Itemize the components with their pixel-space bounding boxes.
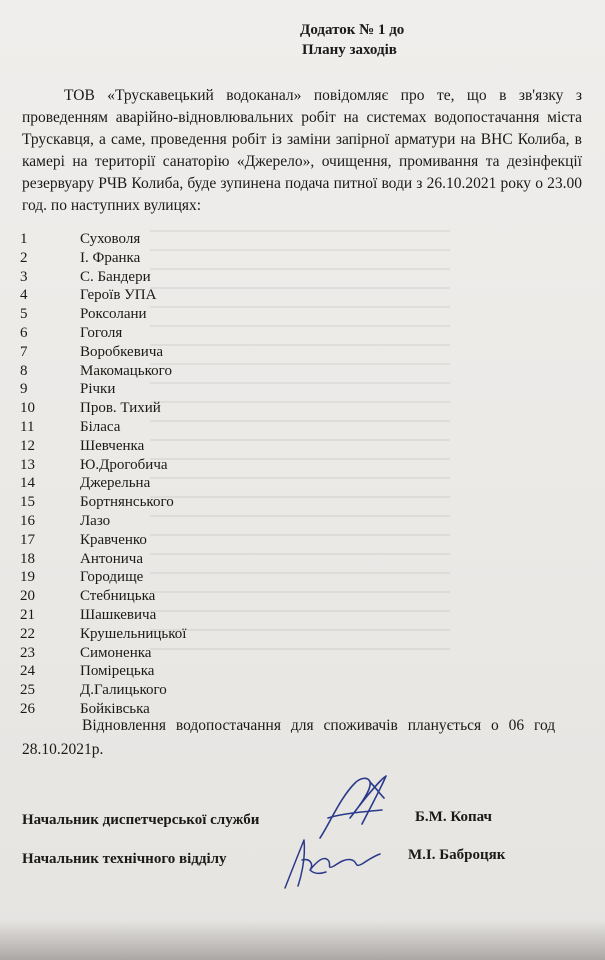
street-number: 8 [20,362,28,379]
street-name: Кравченко [80,531,147,548]
street-name: Річки [80,381,116,398]
signature-technical [280,830,390,895]
street-row [20,418,340,437]
document-heading [300,20,404,60]
street-number: 10 [20,400,35,417]
street-row [20,550,340,569]
street-number: 19 [20,569,35,586]
signatory-name-technical: М.І. Баброцяк [408,847,506,863]
intro-paragraph: ТОВ «Трускавецький водоканал» повідомляє про те, що в зв'язку з проведенням аварійно-відновлювальних робіт на системах водопостачання міста Трускавця, а саме, проведення робіт із заміни запірної арматури на ВНС Колиба, в камері на території санаторію «Джерело», очищення, промивання та дезінфекції резервуару РЧВ Колиба, буде зупинена подача питної води з 26.10.2021 року о 23.00 год. по наступних вулицях: [22,87,582,214]
street-number: 13 [20,456,35,473]
street-number: 6 [20,324,28,341]
street-row [20,230,340,249]
street-name: Бойківська [80,700,150,717]
street-number: 1 [20,231,28,247]
street-name: Джерельна [80,475,151,492]
street-name: Помірецька [80,663,155,680]
street-name: Шевченка [80,437,145,454]
street-name: Гоголя [80,324,123,341]
street-number: 15 [20,494,35,511]
street-row [20,362,340,381]
street-number: 18 [20,550,35,567]
street-row [20,456,340,475]
street-row [20,399,340,418]
street-row [20,286,340,305]
street-name: Воробкевича [80,343,164,360]
street-row [20,681,340,700]
street-row [20,493,340,512]
street-name: Д.Галицького [80,682,167,699]
street-name: С. Бандери [80,268,151,285]
signatory-name-dispatch: Б.М. Копач [415,809,492,825]
street-number: 5 [20,306,28,323]
street-name: Шашкевича [80,606,157,623]
street-number: 12 [20,437,35,454]
street-row [20,587,340,606]
street-name: Ю.Дрогобича [80,456,168,473]
street-number: 9 [20,381,28,398]
street-row [20,644,340,663]
street-number: 2 [20,249,28,266]
street-row [20,437,340,456]
street-name: Суховоля [80,231,141,247]
street-number: 4 [20,287,28,304]
restore-paragraph [22,714,605,762]
street-name: Пров. Тихий [80,400,161,417]
street-number: 7 [20,343,28,360]
street-row [20,305,340,324]
street-row [20,568,340,587]
street-row [20,474,340,493]
street-row [20,625,340,644]
street-number: 26 [20,700,35,717]
street-name: Макомацького [80,362,172,379]
signatory-title-dispatch: Начальник диспетчерської служби [22,812,260,828]
street-number: 11 [20,418,35,435]
street-number: 22 [20,625,35,642]
street-name: Біласа [80,418,121,435]
street-number: 23 [20,644,35,661]
street-row [20,512,340,531]
restore-line-1: Відновлення водопостачання для споживачів планується о 06 год [82,717,556,734]
street-row [20,324,340,343]
restore-line-2: 28.10.2021р. [22,741,104,758]
street-row [20,343,340,362]
street-list [20,230,340,719]
street-row [20,380,340,399]
street-number: 21 [20,606,35,623]
street-name: Городище [80,569,144,586]
street-name: Героїв УПА [80,287,157,304]
street-name: І. Франка [80,249,141,266]
street-row [20,268,340,287]
street-name: Симоненка [80,644,152,661]
page-bottom-shadow [0,920,605,960]
street-number: 25 [20,682,35,699]
street-name: Роксолани [80,306,147,323]
street-name: Бортнянського [80,494,174,511]
street-name: Лазо [80,512,111,529]
heading-line-1: Додаток № 1 до [300,22,405,38]
street-number: 14 [20,475,35,492]
street-number: 24 [20,663,35,680]
street-row [20,531,340,550]
street-number: 16 [20,512,35,529]
street-name: Антонича [80,550,143,567]
signatory-title-technical: Начальник технічного відділу [22,851,227,867]
street-number: 17 [20,531,35,548]
street-row [20,606,340,625]
heading-line-2: Плану заходів [302,42,397,58]
street-number: 20 [20,588,35,605]
street-name: Стебницька [80,588,156,605]
street-number: 3 [20,268,28,285]
street-row [20,249,340,268]
street-row [20,662,340,681]
street-name: Крушельницької [80,625,187,642]
